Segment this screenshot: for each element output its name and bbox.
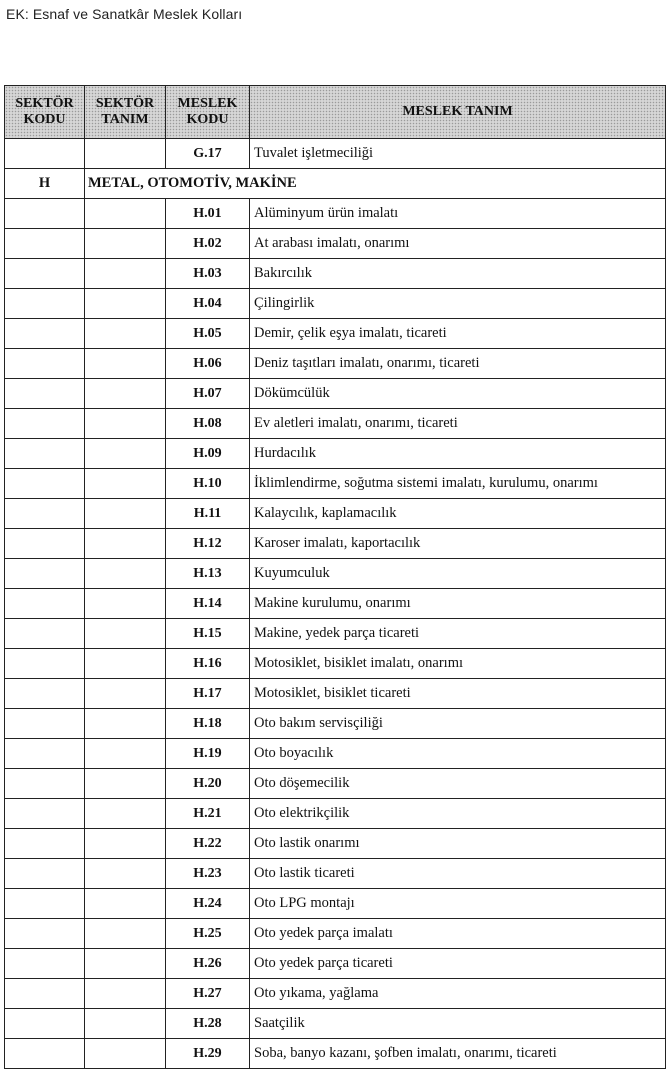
- sector-name-cell: [85, 589, 166, 619]
- profession-code-cell: H.15: [166, 619, 250, 649]
- profession-name-cell: Oto lastik onarımı: [250, 829, 666, 859]
- profession-code-cell: H.25: [166, 919, 250, 949]
- profession-name-cell: Tuvalet işletmeciliği: [250, 139, 666, 169]
- table-row: [5, 889, 666, 919]
- profession-name-cell: Oto LPG montajı: [250, 889, 666, 919]
- sector-name-cell: [85, 229, 166, 259]
- profession-name-cell: At arabası imalatı, onarımı: [250, 229, 666, 259]
- sector-code-cell: [5, 619, 85, 649]
- sector-code-cell: [5, 229, 85, 259]
- sector-code-cell: [5, 499, 85, 529]
- profession-code-cell: H.17: [166, 679, 250, 709]
- sector-code-cell: [5, 829, 85, 859]
- profession-name-cell: Oto elektrikçilik: [250, 799, 666, 829]
- sector-name-cell: [85, 619, 166, 649]
- profession-code-cell: H.26: [166, 949, 250, 979]
- table-row: [5, 379, 666, 409]
- profession-code-cell: H.04: [166, 289, 250, 319]
- header-sector-name: SEKTÖR TANIM: [85, 86, 166, 139]
- profession-table-container: [4, 85, 665, 1069]
- sector-name-cell: [85, 739, 166, 769]
- sector-name-cell: METAL, OTOMOTİV, MAKİNE: [85, 169, 666, 199]
- sector-code-cell: [5, 349, 85, 379]
- profession-name-cell: Oto yedek parça imalatı: [250, 919, 666, 949]
- table-row: [5, 769, 666, 799]
- profession-name-cell: Saatçilik: [250, 1009, 666, 1039]
- profession-name-cell: Ev aletleri imalatı, onarımı, ticareti: [250, 409, 666, 439]
- profession-code-cell: H.07: [166, 379, 250, 409]
- sector-code-cell: [5, 799, 85, 829]
- sector-name-cell: [85, 439, 166, 469]
- sector-row: [5, 169, 666, 199]
- header-sector-code: SEKTÖR KODU: [5, 86, 85, 139]
- sector-name-cell: [85, 199, 166, 229]
- profession-name-cell: Hurdacılık: [250, 439, 666, 469]
- sector-code-cell: [5, 739, 85, 769]
- sector-code-cell: [5, 919, 85, 949]
- profession-code-cell: H.03: [166, 259, 250, 289]
- table-row: [5, 799, 666, 829]
- table-row: [5, 559, 666, 589]
- profession-table: [4, 85, 666, 1069]
- profession-name-cell: Oto boyacılık: [250, 739, 666, 769]
- sector-name-cell: [85, 289, 166, 319]
- table-row: [5, 649, 666, 679]
- sector-code-cell: [5, 559, 85, 589]
- profession-name-cell: Oto döşemecilik: [250, 769, 666, 799]
- profession-name-cell: Kuyumculuk: [250, 559, 666, 589]
- table-row: [5, 199, 666, 229]
- table-row: [5, 679, 666, 709]
- table-row: [5, 529, 666, 559]
- table-row: [5, 349, 666, 379]
- profession-code-cell: H.11: [166, 499, 250, 529]
- profession-name-cell: Demir, çelik eşya imalatı, ticareti: [250, 319, 666, 349]
- profession-code-cell: H.24: [166, 889, 250, 919]
- sector-code-cell: [5, 409, 85, 439]
- profession-code-cell: G.17: [166, 139, 250, 169]
- profession-code-cell: H.27: [166, 979, 250, 1009]
- table-row: [5, 1009, 666, 1039]
- table-row: [5, 859, 666, 889]
- sector-code-cell: [5, 709, 85, 739]
- profession-name-cell: Oto bakım servisçiliği: [250, 709, 666, 739]
- profession-name-cell: Oto yedek parça ticareti: [250, 949, 666, 979]
- table-row: [5, 499, 666, 529]
- sector-code-cell: [5, 379, 85, 409]
- sector-name-cell: [85, 139, 166, 169]
- sector-name-cell: [85, 1039, 166, 1069]
- profession-code-cell: H.10: [166, 469, 250, 499]
- table-body: [5, 139, 666, 1069]
- sector-code-cell: [5, 139, 85, 169]
- profession-code-cell: H.08: [166, 409, 250, 439]
- table-row: [5, 469, 666, 499]
- profession-code-cell: H.01: [166, 199, 250, 229]
- table-row: [5, 229, 666, 259]
- table-row: [5, 919, 666, 949]
- table-row: [5, 739, 666, 769]
- profession-name-cell: Motosiklet, bisiklet imalatı, onarımı: [250, 649, 666, 679]
- sector-code-cell: [5, 859, 85, 889]
- sector-code-cell: [5, 679, 85, 709]
- sector-code-cell: [5, 589, 85, 619]
- profession-name-cell: İklimlendirme, soğutma sistemi imalatı, kurulumu, onarımı: [250, 469, 666, 499]
- sector-name-cell: [85, 889, 166, 919]
- sector-name-cell: [85, 379, 166, 409]
- sector-name-cell: [85, 469, 166, 499]
- sector-code-cell: [5, 289, 85, 319]
- header-profession-name: MESLEK TANIM: [250, 86, 666, 139]
- sector-code-cell: [5, 529, 85, 559]
- sector-code-cell: H: [5, 169, 85, 199]
- sector-name-cell: [85, 259, 166, 289]
- profession-code-cell: H.16: [166, 649, 250, 679]
- profession-code-cell: H.23: [166, 859, 250, 889]
- table-row: [5, 709, 666, 739]
- profession-code-cell: H.09: [166, 439, 250, 469]
- sector-name-cell: [85, 859, 166, 889]
- profession-code-cell: H.05: [166, 319, 250, 349]
- table-row: [5, 409, 666, 439]
- profession-code-cell: H.19: [166, 739, 250, 769]
- table-row: [5, 289, 666, 319]
- profession-name-cell: Bakırcılık: [250, 259, 666, 289]
- sector-name-cell: [85, 829, 166, 859]
- sector-name-cell: [85, 499, 166, 529]
- profession-code-cell: H.02: [166, 229, 250, 259]
- profession-name-cell: Motosiklet, bisiklet ticareti: [250, 679, 666, 709]
- sector-name-cell: [85, 709, 166, 739]
- table-row: [5, 979, 666, 1009]
- profession-name-cell: Oto yıkama, yağlama: [250, 979, 666, 1009]
- sector-name-cell: [85, 409, 166, 439]
- sector-code-cell: [5, 259, 85, 289]
- profession-code-cell: H.29: [166, 1039, 250, 1069]
- profession-name-cell: Karoser imalatı, kaportacılık: [250, 529, 666, 559]
- profession-name-cell: Dökümcülük: [250, 379, 666, 409]
- sector-code-cell: [5, 979, 85, 1009]
- profession-code-cell: H.20: [166, 769, 250, 799]
- table-row: [5, 439, 666, 469]
- sector-code-cell: [5, 769, 85, 799]
- sector-name-cell: [85, 529, 166, 559]
- header-profession-code: MESLEK KODU: [166, 86, 250, 139]
- profession-code-cell: H.28: [166, 1009, 250, 1039]
- sector-name-cell: [85, 649, 166, 679]
- profession-name-cell: Makine, yedek parça ticareti: [250, 619, 666, 649]
- sector-code-cell: [5, 649, 85, 679]
- sector-name-cell: [85, 1009, 166, 1039]
- sector-code-cell: [5, 469, 85, 499]
- sector-code-cell: [5, 1039, 85, 1069]
- sector-code-cell: [5, 319, 85, 349]
- profession-name-cell: Kalaycılık, kaplamacılık: [250, 499, 666, 529]
- profession-code-cell: H.13: [166, 559, 250, 589]
- page-title: EK: Esnaf ve Sanatkâr Meslek Kolları: [6, 6, 243, 22]
- profession-code-cell: H.18: [166, 709, 250, 739]
- profession-code-cell: H.14: [166, 589, 250, 619]
- sector-name-cell: [85, 769, 166, 799]
- sector-code-cell: [5, 1009, 85, 1039]
- table-row: [5, 619, 666, 649]
- table-row: [5, 829, 666, 859]
- sector-name-cell: [85, 349, 166, 379]
- profession-code-cell: H.06: [166, 349, 250, 379]
- sector-code-cell: [5, 949, 85, 979]
- profession-name-cell: Soba, banyo kazanı, şofben imalatı, onarımı, ticareti: [250, 1039, 666, 1069]
- table-row: [5, 589, 666, 619]
- table-row: [5, 139, 666, 169]
- table-row: [5, 319, 666, 349]
- profession-code-cell: H.22: [166, 829, 250, 859]
- table-row: [5, 1039, 666, 1069]
- profession-name-cell: Makine kurulumu, onarımı: [250, 589, 666, 619]
- sector-code-cell: [5, 199, 85, 229]
- sector-code-cell: [5, 439, 85, 469]
- table-row: [5, 949, 666, 979]
- sector-name-cell: [85, 679, 166, 709]
- sector-name-cell: [85, 979, 166, 1009]
- sector-name-cell: [85, 919, 166, 949]
- table-row: [5, 259, 666, 289]
- table-header-row: [5, 86, 666, 139]
- profession-code-cell: H.12: [166, 529, 250, 559]
- sector-code-cell: [5, 889, 85, 919]
- profession-name-cell: Oto lastik ticareti: [250, 859, 666, 889]
- sector-name-cell: [85, 949, 166, 979]
- profession-name-cell: Deniz taşıtları imalatı, onarımı, ticareti: [250, 349, 666, 379]
- profession-name-cell: Çilingirlik: [250, 289, 666, 319]
- sector-name-cell: [85, 799, 166, 829]
- profession-name-cell: Alüminyum ürün imalatı: [250, 199, 666, 229]
- profession-code-cell: H.21: [166, 799, 250, 829]
- sector-name-cell: [85, 319, 166, 349]
- sector-name-cell: [85, 559, 166, 589]
